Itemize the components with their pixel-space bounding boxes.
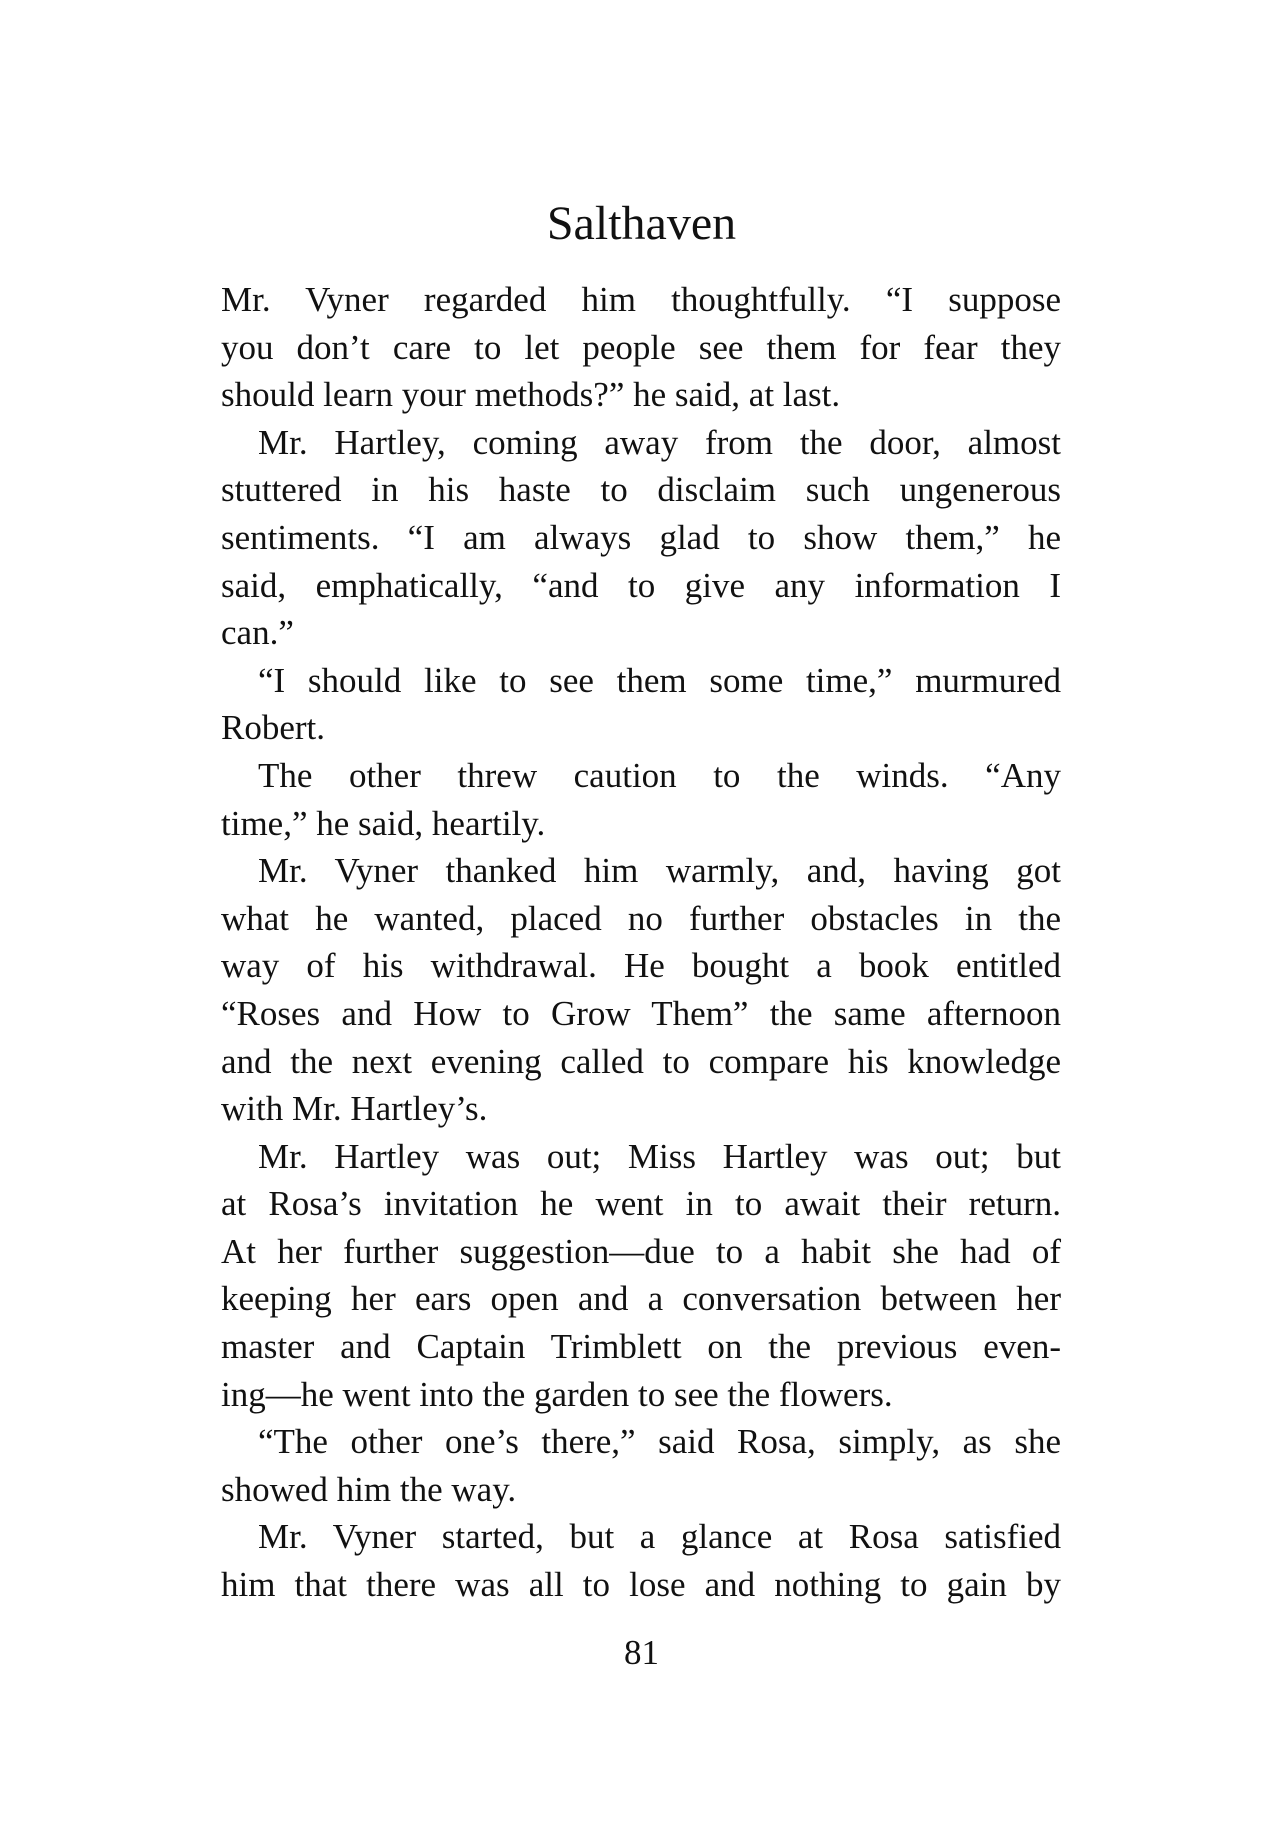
text-line: sentiments. “I am always glad to show them,” he — [221, 517, 1061, 557]
text-line: time,” he said, heartily. — [221, 803, 546, 843]
text-line: master and Captain Trimblett on the previous even- — [221, 1327, 1061, 1367]
text-line: “I should like to see them some time,” murmured — [258, 660, 1061, 700]
body-text — [221, 276, 1061, 1609]
text-line: can.” — [221, 613, 294, 653]
text-line: Mr. Hartley was out; Miss Hartley was out; but — [258, 1136, 1061, 1176]
text-line: Mr. Vyner started, but a glance at Rosa satisfied — [258, 1517, 1061, 1557]
text-line: showed him the way. — [221, 1469, 517, 1509]
text-line: and the next evening called to compare his knowledge — [221, 1041, 1061, 1081]
text-line: said, emphatically, “and to give any information I — [221, 565, 1061, 605]
text-line: The other threw caution to the winds. “Any — [258, 755, 1061, 795]
text-line: what he wanted, placed no further obstacles in the — [221, 898, 1061, 938]
text-line: way of his withdrawal. He bought a book entitled — [221, 946, 1061, 986]
text-line: stuttered in his haste to disclaim such ungenerous — [221, 470, 1061, 510]
text-line: him that there was all to lose and nothing to gain by — [221, 1565, 1061, 1605]
text-line: should learn your methods?” he said, at last. — [221, 375, 841, 415]
text-line: At her further suggestion—due to a habit she had of — [221, 1231, 1061, 1271]
text-line: ing—he went into the garden to see the flowers. — [221, 1374, 893, 1414]
running-head-title: Salthaven — [546, 197, 737, 250]
page-number: 81 — [624, 1633, 659, 1672]
text-line: keeping her ears open and a conversation between her — [221, 1279, 1061, 1319]
text-line: with Mr. Hartley’s. — [221, 1089, 488, 1129]
text-line: Mr. Vyner regarded him thoughtfully. “I suppose — [221, 280, 1061, 319]
text-line: Mr. Vyner thanked him warmly, and, having got — [258, 851, 1061, 891]
text-line: you don’t care to let people see them for fear they — [221, 327, 1061, 367]
text-line: Mr. Hartley, coming away from the door, almost — [258, 422, 1061, 462]
text-line: “Roses and How to Grow Them” the same afternoon — [221, 993, 1061, 1033]
text-line: Robert. — [221, 708, 326, 748]
text-line: at Rosa’s invitation he went in to await their return. — [221, 1184, 1061, 1224]
text-line: “The other one’s there,” said Rosa, simply, as she — [258, 1422, 1061, 1462]
